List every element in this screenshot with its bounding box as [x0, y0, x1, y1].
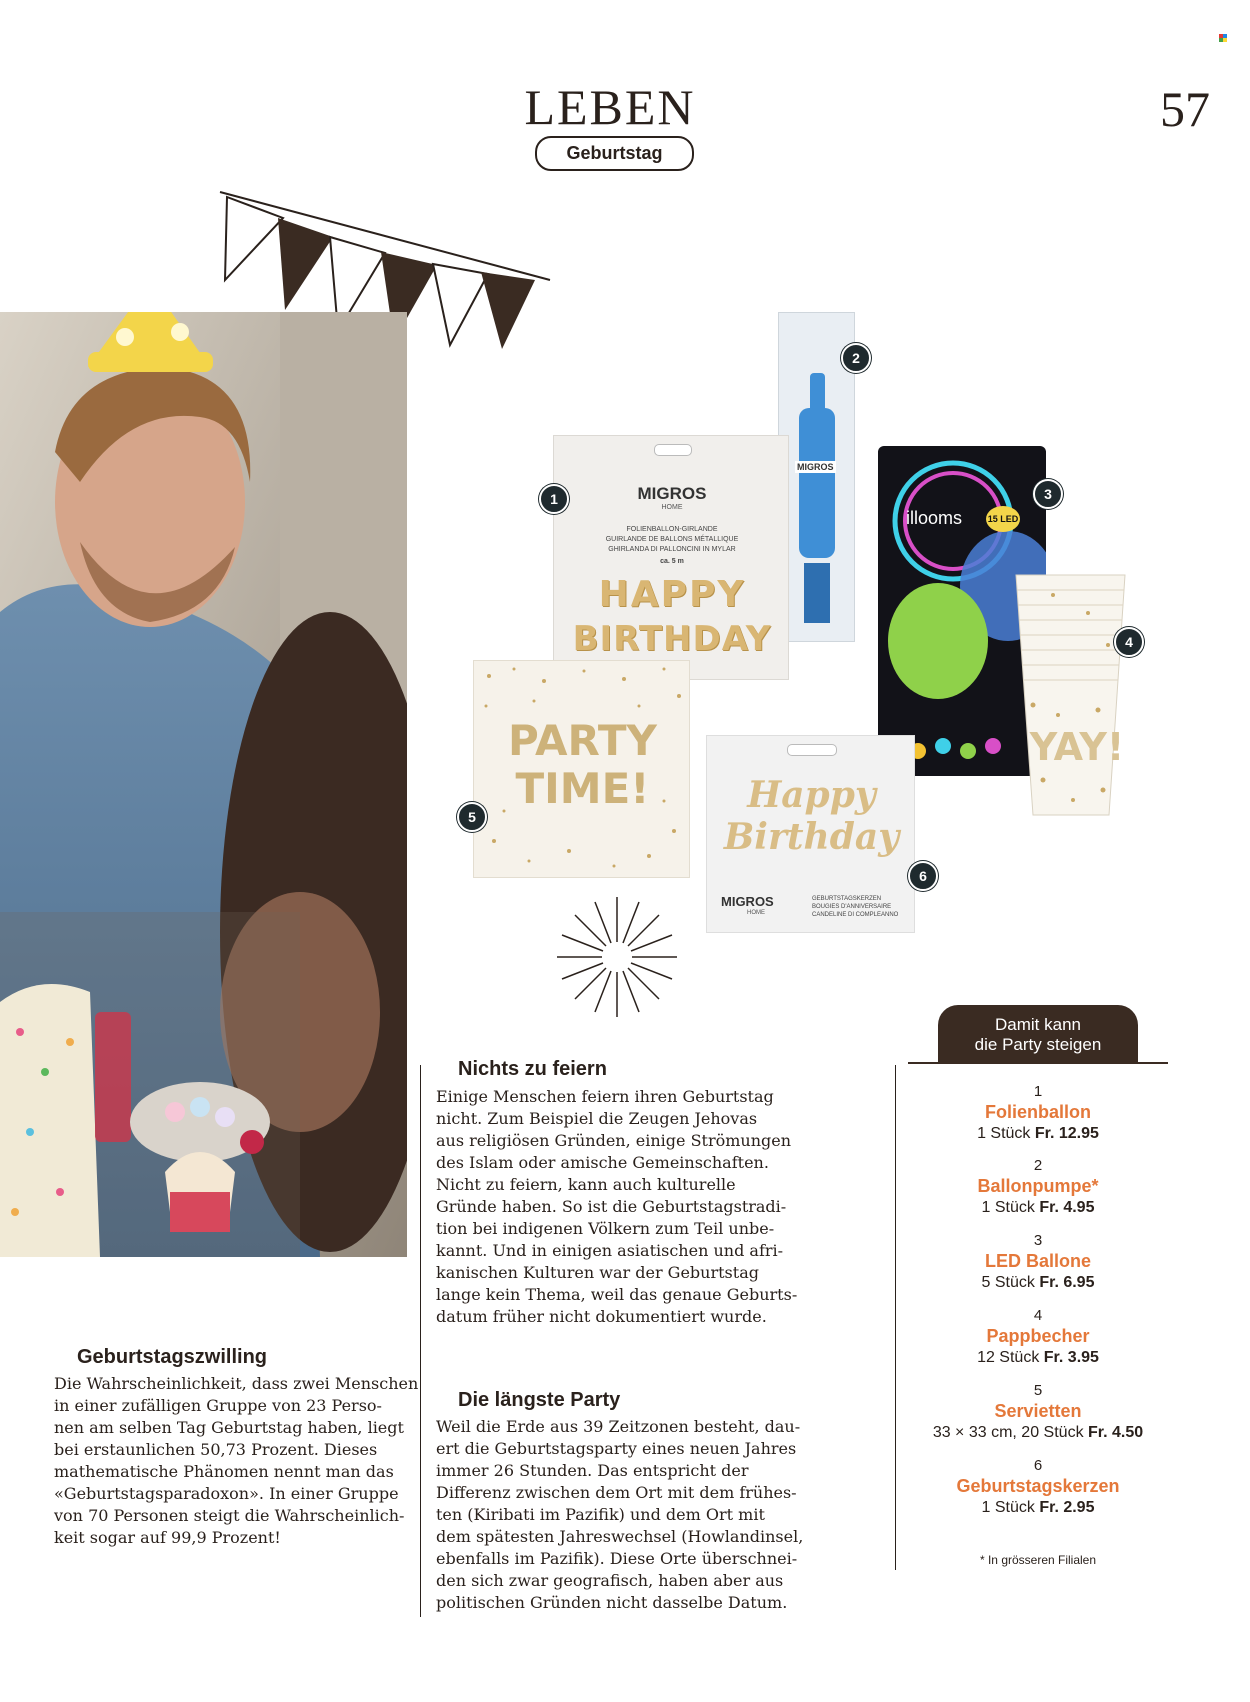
product-badge: 2: [841, 343, 871, 373]
price-item-number: 4: [1033, 1307, 1043, 1324]
candle-text-birthday: Birthday: [723, 816, 900, 858]
price-item: [898, 1232, 1178, 1292]
napkin-text-party: PARTY: [508, 716, 657, 765]
article-heading: Nichts zu feiern: [458, 1058, 607, 1080]
price-qty-text: 12 Stück: [977, 1349, 1040, 1366]
price-item-name: Geburtstagskerzen: [956, 1476, 1120, 1496]
price-item-name: Folienballon: [985, 1102, 1091, 1122]
price-qty-text: 1 Stück: [981, 1499, 1035, 1516]
price-value: Fr. 12.95: [1034, 1125, 1099, 1142]
text-line: dem spätesten Jahreswechsel (Howlandinsel,: [436, 1527, 804, 1546]
price-value: Fr. 4.95: [1039, 1199, 1095, 1216]
text-line: tion bei indigenen Völkern zum Teil unbe-: [436, 1219, 775, 1238]
product-brand-sub: HOME: [661, 504, 683, 511]
text-line: lange kein Thema, weil das genaue Geburts-: [436, 1285, 798, 1304]
text-line: datum früher nicht dokumentiert wurde.: [436, 1307, 767, 1326]
balloon-text-happy: HAPPY: [598, 574, 746, 615]
price-item-number: 5: [1033, 1382, 1043, 1399]
price-item-qty: [898, 1349, 1178, 1367]
price-value: Fr. 3.95: [1043, 1349, 1099, 1366]
text-line: Differenz zwischen dem Ort mit dem frühes-: [436, 1483, 797, 1502]
price-item-qty: [898, 1199, 1178, 1217]
text-line: Nicht zu feiern, kann auch kulturelle: [436, 1175, 736, 1194]
column-divider: [420, 1065, 421, 1617]
product-candles: [706, 735, 915, 933]
napkin-text-time: TIME!: [515, 764, 650, 813]
price-divider: [895, 1065, 896, 1570]
price-box-rule: [908, 1062, 1168, 1064]
text-line: kanischen Kulturen war der Geburtstag: [436, 1263, 759, 1282]
text-line: des Islam oder amische Gemeinschaften.: [436, 1153, 769, 1172]
text-line: Gründe haben. So ist die Geburtstagstradi-: [436, 1197, 787, 1216]
product-foil-balloon: [553, 435, 789, 680]
text-line: ten (Kiribati im Pazifik) und dem Ort mit: [436, 1505, 765, 1524]
price-item-number: 1: [1033, 1083, 1043, 1100]
price-qty-text: 1 Stück: [977, 1125, 1031, 1142]
balloon-text-birthday: BIRTHDAY: [572, 619, 772, 659]
price-box-title: die Party steigen: [974, 1035, 1102, 1054]
price-item-number: 6: [1033, 1457, 1043, 1474]
firework-decoration: [555, 895, 680, 1020]
text-line: «Geburtstagsparadoxon». In einer Gruppe: [54, 1484, 399, 1503]
bunting-flag: [278, 218, 333, 310]
price-box-header: [938, 1005, 1138, 1063]
product-size: ca. 5 m: [660, 558, 684, 565]
price-qty-text: 1 Stück: [981, 1199, 1035, 1216]
text-line: mathematische Phänomen nennt man das: [54, 1462, 394, 1481]
article-body-party: [436, 1416, 803, 1614]
price-value: Fr. 6.95: [1039, 1274, 1095, 1291]
article-body-nichts: [436, 1086, 797, 1328]
text-line: keit sogar auf 99,9 Prozent!: [54, 1528, 281, 1547]
product-badge: 6: [908, 861, 938, 891]
price-item: [898, 1457, 1178, 1517]
text-line: immer 26 Stunden. Das entspricht der: [436, 1461, 749, 1480]
party-photo: [0, 312, 407, 1257]
product-desc: BOUGIES D'ANNIVERSAIRE: [812, 904, 892, 910]
price-value: Fr. 2.95: [1039, 1499, 1095, 1516]
product-badge: 5: [457, 802, 487, 832]
price-item: [898, 1307, 1178, 1367]
cup-text: YAY!: [1029, 725, 1125, 769]
text-line: aus religiösen Gründen, einige Strömungen: [436, 1131, 792, 1150]
bunting-flag: [225, 197, 283, 280]
product-badge: 3: [1033, 479, 1063, 509]
product-desc: FOLIENBALLON-GIRLANDE: [626, 526, 718, 533]
price-box-title: Damit kann: [995, 1015, 1081, 1034]
led-brand: illooms: [906, 508, 963, 528]
price-item-number: 2: [1033, 1157, 1043, 1174]
price-qty-text: 33 × 33 cm, 20 Stück: [932, 1424, 1084, 1441]
article-heading: Geburtstagszwilling: [77, 1346, 268, 1368]
price-item: [898, 1382, 1178, 1442]
brand-mark: [1219, 34, 1227, 42]
led-tag: 15 LED: [986, 506, 1020, 532]
price-item-name: Pappbecher: [986, 1326, 1090, 1346]
text-line: Die Wahrscheinlichkeit, dass zwei Menschen: [54, 1374, 419, 1393]
price-item-qty: [898, 1499, 1178, 1517]
section-pill: Geburtstag: [535, 136, 694, 171]
product-desc: GEBURTSTAGSKERZEN: [812, 896, 882, 902]
price-item-number: 3: [1033, 1232, 1043, 1249]
text-line: den sich zwar geografisch, haben aber aus: [436, 1571, 784, 1590]
product-brand-sub: HOME: [747, 910, 765, 916]
product-desc: GUIRLANDE DE BALLONS MÉTALLIQUE: [605, 536, 739, 543]
product-paper-cups: [1013, 565, 1128, 820]
price-item-qty: [898, 1125, 1178, 1143]
price-footnote: * In grösseren Filialen: [979, 1553, 1097, 1567]
text-line: ert die Geburtstagsparty eines neuen Jahres: [436, 1439, 797, 1458]
text-line: bei erstaunlichen 50,73 Prozent. Dieses: [54, 1440, 378, 1459]
section-title: LEBEN: [524, 79, 696, 135]
price-item: [898, 1157, 1178, 1217]
candle-text-happy: Happy: [747, 774, 876, 816]
article-heading: Die längste Party: [458, 1389, 621, 1411]
product-brand: MIGROS: [637, 484, 707, 503]
text-line: Weil die Erde aus 39 Zeitzonen besteht, dau-: [436, 1417, 801, 1436]
text-line: in einer zufälligen Gruppe von 23 Perso-: [54, 1396, 382, 1415]
bunting-flag: [433, 264, 488, 345]
text-line: nen am selben Tag Geburtstag haben, liegt: [54, 1418, 404, 1437]
price-qty-text: 5 Stück: [981, 1274, 1035, 1291]
price-item: [898, 1083, 1178, 1143]
page-number: 57: [1160, 81, 1210, 137]
bunting-flag: [481, 272, 535, 349]
product-badge: 4: [1114, 627, 1144, 657]
text-line: von 70 Personen steigt die Wahrscheinlich-: [54, 1506, 405, 1525]
price-item-qty: [898, 1274, 1178, 1292]
price-value: Fr. 4.50: [1088, 1424, 1144, 1441]
product-desc: CANDELINE DI COMPLEANNO: [812, 912, 899, 918]
product-brand: MIGROS: [721, 894, 774, 909]
product-desc: GHIRLANDA DI PALLONCINI IN MYLAR: [608, 546, 736, 553]
text-line: kannt. Und in einigen asiatischen und afri-: [436, 1241, 784, 1260]
pump-brand: MIGROS: [797, 462, 834, 472]
text-line: Einige Menschen feiern ihren Geburtstag: [436, 1087, 774, 1106]
text-line: politischen Gründen nicht dasselbe Datum.: [436, 1593, 788, 1612]
article-body-zwilling: [54, 1373, 418, 1549]
price-item-name: Servietten: [994, 1401, 1082, 1421]
price-item-name: LED Ballone: [984, 1251, 1091, 1271]
text-line: nicht. Zum Beispiel die Zeugen Jehovas: [436, 1109, 758, 1128]
product-badge: 1: [539, 484, 569, 514]
text-line: ebenfalls im Pazifik). Diese Orte überschnei-: [436, 1549, 798, 1568]
price-item-qty: [898, 1424, 1178, 1442]
price-item-name: Ballonpumpe*: [977, 1176, 1099, 1196]
product-napkins: [473, 660, 690, 878]
